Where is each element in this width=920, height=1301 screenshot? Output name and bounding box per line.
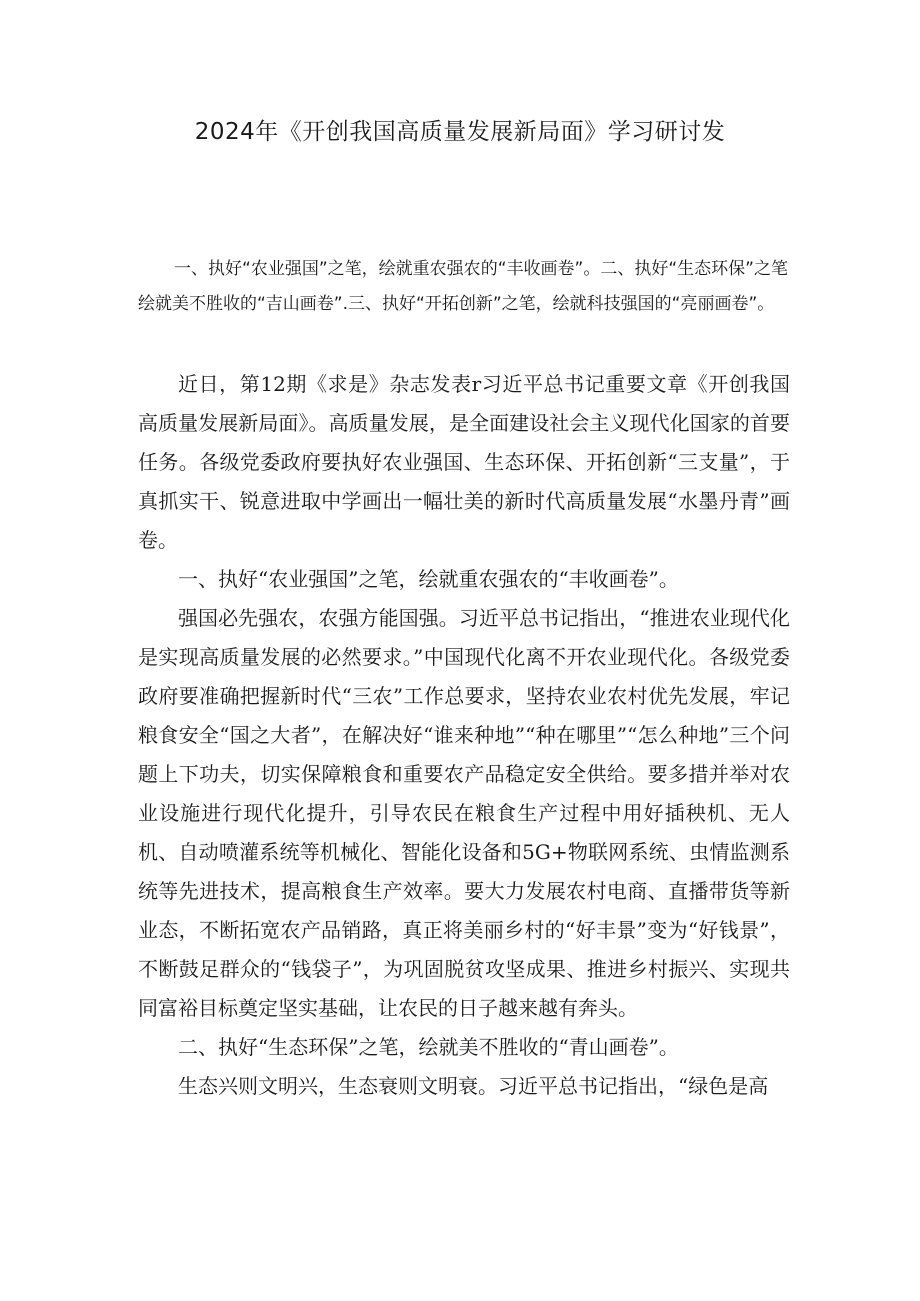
paragraph-ecology: 生态兴则文明兴，生态衰则文明衰。习近平总书记指出，“绿色是高 bbox=[178, 1074, 769, 1098]
section-heading-2: 二、执好“生态环保”之笔，绘就美不胜收的“青山画卷”。 bbox=[178, 1035, 679, 1059]
section-heading-1: 一、执好“农业强国”之笔，绘就重农强农的“丰收画卷”。 bbox=[178, 567, 679, 591]
document-title: 2024年《开创我国高质量发展新局面》学习研讨发 bbox=[194, 119, 726, 145]
paragraph-agriculture: 强国必先强农，农强方能国强。习近平总书记指出，“推进农业现代化是实现高质量发展的必然要求。”中国现代化离不开农业现代化。各级党委政府要准确把握新时代“三农”工作总要求，坚持农业农村优先发展，牢记粮食安全“国之大者”，在解决好“谁来种地”“种在哪里”“怎么种地”三个问题上下功夫，切实保障粮食和重要农产品稳定安全供给。要多措并举对农业设施进行现代化提升，引导农民在粮食生产过程中用好插秧机、无人机、自动喷灌系统等机械化、智能化设备和5G+物联网系统、虫情监测系统等先进技术，提高粮食生产效率。要大力发展农村电商、直播带货等新业态，不断拓宽农产品销路，真正将美丽乡村的“好丰景”变为“好钱景”，不断鼓足群众的“钱袋子”，为巩固脱贫攻坚成果、推进乡村振兴、实现共同富裕目标奠定坚实基础，让农民的日子越来越有奔头。 bbox=[138, 606, 790, 1020]
paragraph-intro: 近日，第12期《求是》杂志发表r习近平总书记重要文章《开创我国高质量发展新局面》。高质量发展，是全面建设社会主义现代化国家的首要任务。各级党委政府要执好农业强国、生态环保、开拓创新“三支量”，于真抓实干、锐意进取中学画出一幅壮美的新时代高质量发展“水墨丹青”画卷。 bbox=[138, 372, 790, 552]
document-body bbox=[138, 365, 790, 1106]
document-summary: 一、执好“农业强国”之笔，绘就重农强农的“丰收画卷”。二、执好“生态环保”之笔绘就美不胜收的“吉山画卷”.三、执好“开拓创新”之笔，绘就科技强国的“亮丽画卷”。 bbox=[138, 259, 788, 314]
